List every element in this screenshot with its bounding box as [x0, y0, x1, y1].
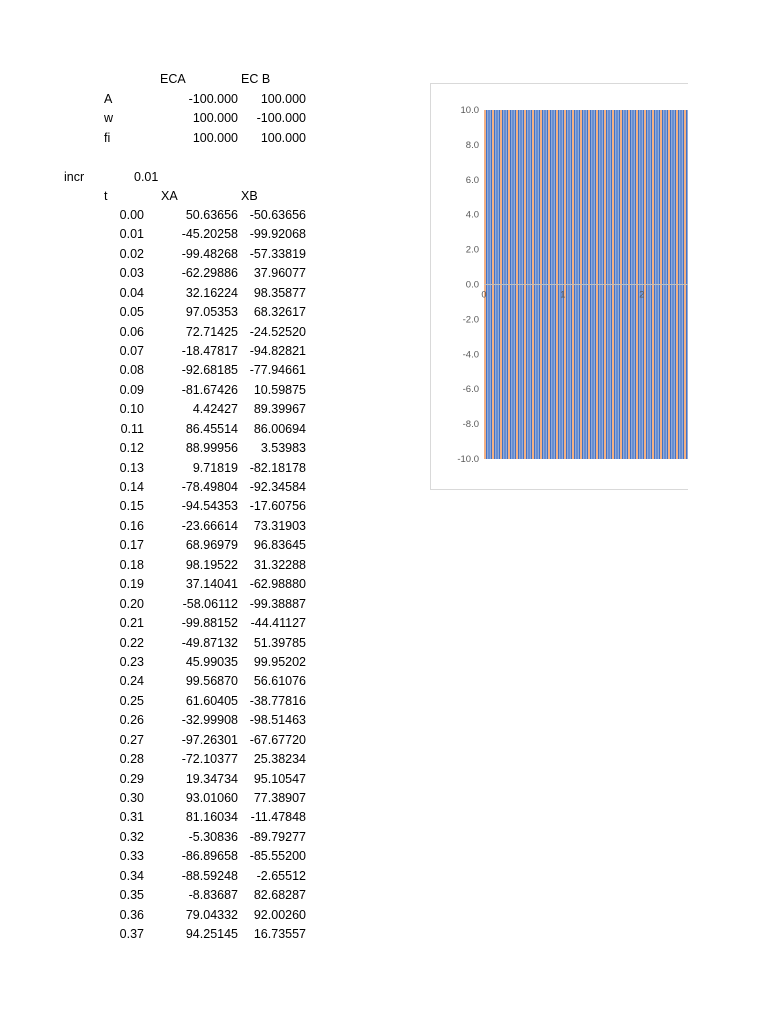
cell-t[interactable]: 0.18 — [119, 557, 144, 572]
cell-t[interactable]: 0.21 — [119, 616, 144, 630]
cell-xb[interactable]: 77.38907 — [253, 790, 306, 805]
cell-xa[interactable]: 72.71425 — [185, 324, 238, 339]
cell-xa[interactable]: 32.16224 — [185, 285, 238, 300]
cell-t[interactable]: 0.15 — [119, 499, 144, 514]
cell-xa[interactable]: -8.83687 — [188, 888, 238, 902]
cell-t[interactable]: 0.25 — [119, 693, 144, 708]
cell-xb[interactable]: 25.38234 — [253, 752, 306, 766]
cell-t[interactable]: 0.26 — [119, 713, 144, 728]
cell-xb[interactable]: 68.32617 — [253, 305, 306, 320]
y-tick-label: -10.0 — [457, 454, 479, 465]
y-tick-label: -2.0 — [462, 314, 479, 326]
cell-xb[interactable]: 92.00260 — [253, 907, 306, 922]
cell-xa[interactable]: 93.01060 — [185, 790, 238, 805]
cell-t[interactable]: 0.05 — [119, 305, 144, 320]
cell-xa[interactable]: 68.96979 — [185, 538, 238, 553]
cell-t[interactable]: 0.10 — [119, 402, 144, 417]
incr-label[interactable]: incr — [64, 170, 85, 184]
cell-t[interactable]: 0.00 — [119, 208, 144, 222]
cell-t[interactable]: 0.27 — [119, 732, 144, 747]
cell-xb[interactable]: -11.47848 — [250, 810, 306, 825]
cell-xb[interactable]: 51.39785 — [253, 635, 306, 650]
cell-xb[interactable]: 89.39967 — [253, 402, 306, 417]
incr-value[interactable]: 0.01 — [134, 170, 159, 184]
cell-xb[interactable]: 73.31903 — [253, 518, 306, 533]
cell-xa[interactable]: 98.19522 — [185, 557, 238, 572]
cell-xa[interactable]: -94.54353 — [181, 499, 238, 514]
cell-t[interactable]: 0.28 — [119, 752, 144, 766]
cell-xb[interactable]: -99.92068 — [249, 227, 306, 242]
cell-xa[interactable]: -18.47817 — [181, 344, 238, 358]
cell-xb[interactable]: 31.32288 — [253, 557, 306, 572]
cell-t[interactable]: 0.32 — [119, 829, 144, 844]
cell-t[interactable]: 0.08 — [119, 363, 144, 378]
cell-xb[interactable]: -92.34584 — [249, 480, 306, 494]
header-eca[interactable]: ECA — [160, 72, 186, 86]
cell-xb[interactable]: -67.67720 — [249, 732, 306, 747]
cell-t[interactable]: 0.23 — [119, 654, 144, 669]
cell-xa[interactable]: -97.26301 — [181, 732, 238, 747]
cell-xa[interactable]: 97.05353 — [185, 305, 238, 320]
cell-xa[interactable]: 45.99035 — [185, 654, 238, 669]
y-tick-label: 0.0 — [465, 279, 479, 291]
cell-xb[interactable]: -17.60756 — [249, 499, 306, 514]
y-tick-label: -4.0 — [462, 349, 479, 361]
cell-xa[interactable]: 79.04332 — [185, 907, 238, 922]
cell-xb[interactable]: 56.61076 — [253, 674, 306, 689]
cell-xb[interactable]: -44.41127 — [250, 616, 306, 630]
param-a-ecb[interactable]: 100.000 — [260, 92, 306, 106]
cell-xb[interactable]: -82.18178 — [249, 460, 306, 475]
col-header-xa[interactable]: XA — [161, 189, 178, 203]
cell-t[interactable]: 0.13 — [119, 460, 144, 475]
cell-t[interactable]: 0.34 — [119, 868, 144, 883]
cell-t[interactable]: 0.09 — [119, 382, 144, 397]
cell-t[interactable]: 0.16 — [119, 518, 144, 533]
cell-t[interactable]: 0.06 — [119, 324, 144, 339]
cell-xb[interactable]: 10.59875 — [253, 382, 306, 397]
param-w-eca[interactable]: 100.000 — [192, 111, 238, 125]
param-w-ecb[interactable]: -100.000 — [256, 111, 306, 125]
cell-xb[interactable]: -89.79277 — [249, 829, 306, 844]
cell-t[interactable]: 0.22 — [119, 635, 144, 650]
cell-t[interactable]: 0.29 — [119, 771, 144, 786]
cell-xb[interactable]: -94.82821 — [249, 344, 306, 358]
param-label-a[interactable]: A — [104, 92, 113, 106]
cell-xa[interactable]: 88.99956 — [185, 441, 238, 456]
y-tick-label: -8.0 — [462, 419, 479, 431]
cell-xa[interactable]: 19.34734 — [185, 771, 238, 786]
x-tick-label: 1 — [560, 289, 566, 301]
param-a-eca[interactable]: -100.000 — [188, 92, 238, 106]
cell-xa[interactable]: -88.59248 — [181, 868, 238, 883]
cell-xb[interactable]: 3.53983 — [260, 441, 306, 456]
cell-xb[interactable]: 95.10547 — [253, 771, 306, 786]
param-fi-eca[interactable]: 100.000 — [192, 131, 238, 145]
y-tick-label: 6.0 — [465, 174, 479, 186]
cell-xb[interactable]: -99.38887 — [249, 596, 306, 611]
cell-t[interactable]: 0.11 — [120, 421, 144, 436]
cell-xa[interactable]: -81.67426 — [181, 382, 238, 397]
cell-xa[interactable]: 61.60405 — [185, 693, 238, 708]
param-label-fi[interactable]: fi — [104, 131, 111, 145]
cell-xb[interactable]: 37.96077 — [253, 266, 306, 281]
cell-xa[interactable]: 37.14041 — [185, 577, 238, 592]
cell-t[interactable]: 0.02 — [119, 246, 144, 261]
col-header-t[interactable]: t — [104, 189, 108, 203]
col-header-xb[interactable]: XB — [241, 189, 258, 203]
cell-xa[interactable]: 50.63656 — [185, 208, 238, 222]
cell-t[interactable]: 0.01 — [119, 227, 144, 242]
cell-t[interactable]: 0.33 — [119, 849, 144, 864]
cell-xb[interactable]: 82.68287 — [253, 888, 306, 902]
chart-plot — [431, 84, 688, 490]
cell-xb[interactable]: 96.83645 — [253, 538, 306, 553]
y-tick-label: 4.0 — [465, 209, 479, 221]
cell-xb[interactable]: 86.00694 — [253, 421, 306, 436]
cell-xa[interactable]: 9.71819 — [192, 460, 238, 475]
y-tick-label: 10.0 — [460, 105, 479, 116]
cell-xa[interactable]: 86.45514 — [185, 421, 238, 436]
y-tick-label: -6.0 — [462, 384, 479, 396]
cell-xa[interactable]: -62.29886 — [181, 266, 238, 281]
cell-xa[interactable]: -32.99908 — [181, 713, 238, 728]
cell-xb[interactable]: -98.51463 — [249, 713, 306, 728]
cell-xb[interactable]: 98.35877 — [253, 285, 306, 300]
x-tick-label: 0 — [481, 289, 487, 301]
param-fi-ecb[interactable]: 100.000 — [260, 131, 306, 145]
cell-xa[interactable]: -86.89658 — [181, 849, 238, 864]
header-ecb[interactable]: EC B — [241, 72, 271, 86]
cell-xb[interactable]: -50.63656 — [249, 208, 306, 222]
cell-xb[interactable]: 16.73557 — [253, 926, 306, 941]
cell-xb[interactable]: 99.95202 — [253, 654, 306, 669]
cell-t[interactable]: 0.35 — [119, 888, 144, 902]
cell-xb[interactable]: -38.77816 — [249, 693, 306, 708]
cell-xb[interactable]: -62.98880 — [249, 577, 306, 592]
param-label-w[interactable]: w — [104, 111, 114, 125]
cell-xa[interactable]: 99.56870 — [185, 674, 238, 689]
cell-t[interactable]: 0.36 — [119, 907, 144, 922]
cell-xb[interactable]: -24.52520 — [249, 324, 306, 339]
cell-xa[interactable]: -45.20258 — [181, 227, 238, 242]
y-tick-label: 8.0 — [465, 139, 479, 151]
cell-xa[interactable]: 94.25145 — [185, 926, 238, 941]
cell-t[interactable]: 0.14 — [119, 480, 144, 494]
cell-xb[interactable]: -85.55200 — [249, 849, 306, 864]
cell-t[interactable]: 0.19 — [119, 577, 144, 592]
cell-t[interactable]: 0.31 — [119, 810, 144, 825]
chart[interactable] — [430, 83, 688, 490]
cell-xa[interactable]: 4.42427 — [192, 402, 238, 417]
cell-xb[interactable]: -77.94661 — [249, 363, 306, 378]
cell-xa[interactable]: -5.30836 — [188, 829, 238, 844]
cell-xa[interactable]: -58.06112 — [182, 596, 238, 611]
cell-t[interactable]: 0.24 — [119, 674, 144, 689]
cell-t[interactable]: 0.03 — [119, 266, 144, 281]
x-tick-label: 2 — [639, 289, 645, 301]
cell-t[interactable]: 0.37 — [119, 926, 144, 941]
cell-t[interactable]: 0.30 — [119, 790, 144, 805]
cell-xb[interactable]: -57.33819 — [249, 246, 306, 261]
cell-t[interactable]: 0.17 — [119, 538, 144, 553]
cell-t[interactable]: 0.04 — [119, 285, 144, 300]
cell-xa[interactable]: -49.87132 — [181, 635, 238, 650]
cell-t[interactable]: 0.20 — [119, 596, 144, 611]
cell-xa[interactable]: -99.88152 — [181, 616, 238, 630]
cell-xa[interactable]: -23.66614 — [181, 518, 238, 533]
cell-xa[interactable]: -99.48268 — [181, 246, 238, 261]
y-tick-label: 2.0 — [465, 244, 479, 256]
cell-xa[interactable]: -78.49804 — [181, 480, 238, 494]
cell-t[interactable]: 0.12 — [119, 441, 144, 456]
cell-t[interactable]: 0.07 — [119, 344, 144, 358]
cell-xa[interactable]: 81.16034 — [185, 810, 238, 825]
cell-xb[interactable]: -2.65512 — [256, 868, 306, 883]
cell-xa[interactable]: -92.68185 — [181, 363, 238, 378]
cell-xa[interactable]: -72.10377 — [181, 752, 238, 766]
